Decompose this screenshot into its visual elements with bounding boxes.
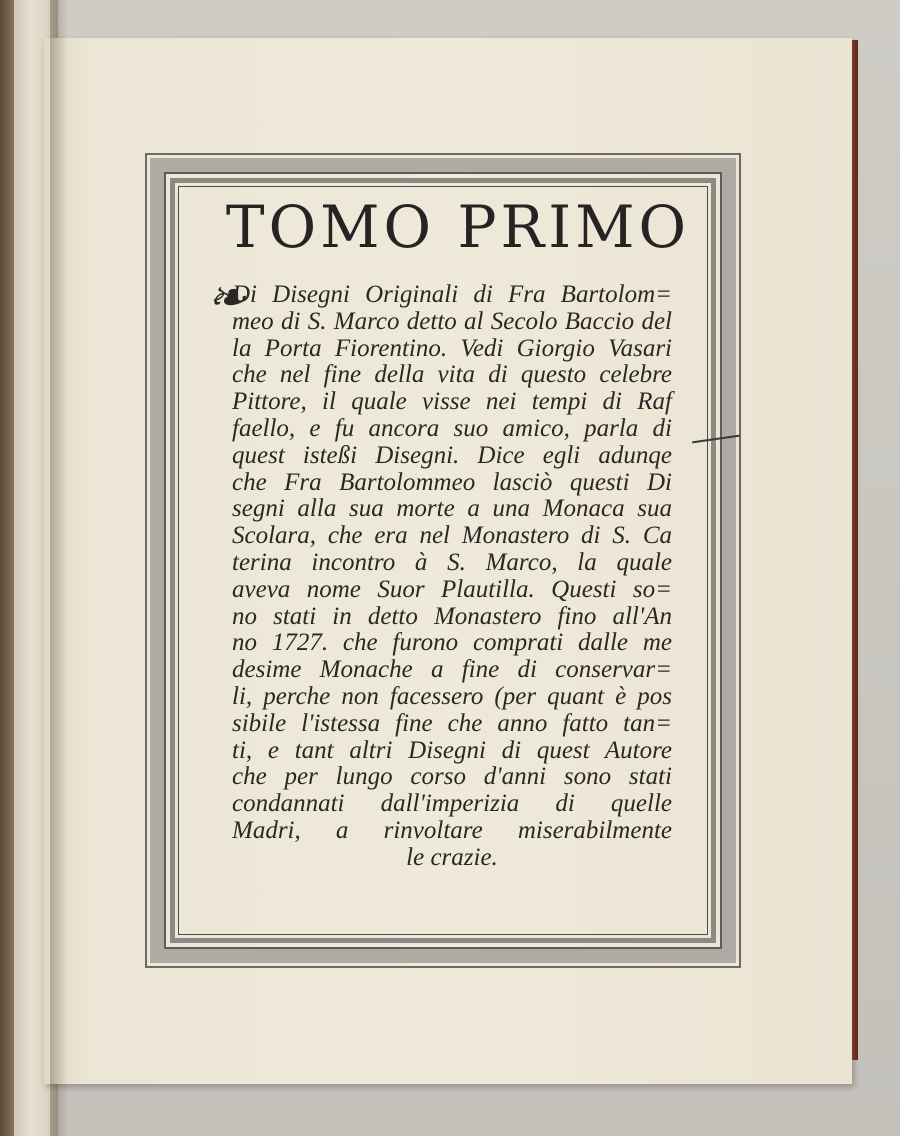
- text-line: no 1727. che furono comprati dalle me: [232, 629, 672, 657]
- text-line: la Porta Fiorentino. Vedi Giorgio Vasari: [232, 334, 672, 362]
- initial-flourish-icon: ❧: [207, 272, 246, 323]
- text-line: aveva nome Suor Plautilla. Questi so=: [232, 575, 672, 603]
- text-line: Di Disegni Originali di Fra Bartolom=: [232, 281, 672, 308]
- text-line: Madri, a rinvoltare miserabilmente: [232, 816, 672, 844]
- text-line: faello, e fu ancora suo amico, parla di: [232, 414, 672, 442]
- page-title: TOMO PRIMO: [225, 193, 691, 261]
- text-line: che per lungo corso d'anni sono stati: [232, 763, 672, 791]
- text-line: Scolara, che era nel Monastero di S. Ca: [232, 522, 672, 550]
- text-line: terina incontro à S. Marco, la quale: [232, 548, 672, 576]
- text-line: segni alla sua morte a una Monaca sua: [232, 495, 672, 523]
- text-line: condannati dall'imperizia di quelle: [232, 790, 672, 818]
- book-cover-edge: [0, 0, 14, 1136]
- text-line: le crazie.: [406, 843, 498, 871]
- text-line: quest isteßi Disegni. Dice egli adunqe: [232, 441, 672, 469]
- text-line: li, perche non facessero (per quant è pos: [232, 682, 672, 710]
- text-line: che nel fine della vita di questo celebre: [232, 361, 672, 389]
- text-line: meo di S. Marco detto al Secolo Baccio del: [232, 307, 672, 335]
- page-edge: [852, 40, 858, 1060]
- manuscript-text: [232, 282, 672, 872]
- text-line: sibile l'istessa fine che anno fatto tan=: [232, 709, 672, 737]
- text-line: Pittore, il quale visse nei tempi di Raf: [232, 388, 672, 416]
- text-line: ti, e tant altri Disegni di quest Autore: [232, 736, 672, 764]
- spine-shadow: [50, 0, 68, 1136]
- text-line: che Fra Bartolommeo lasciò questi Di: [232, 468, 672, 496]
- text-line: no stati in detto Monastero fino all'An: [232, 602, 672, 630]
- text-line: desime Monache a fine di conservar=: [232, 656, 672, 684]
